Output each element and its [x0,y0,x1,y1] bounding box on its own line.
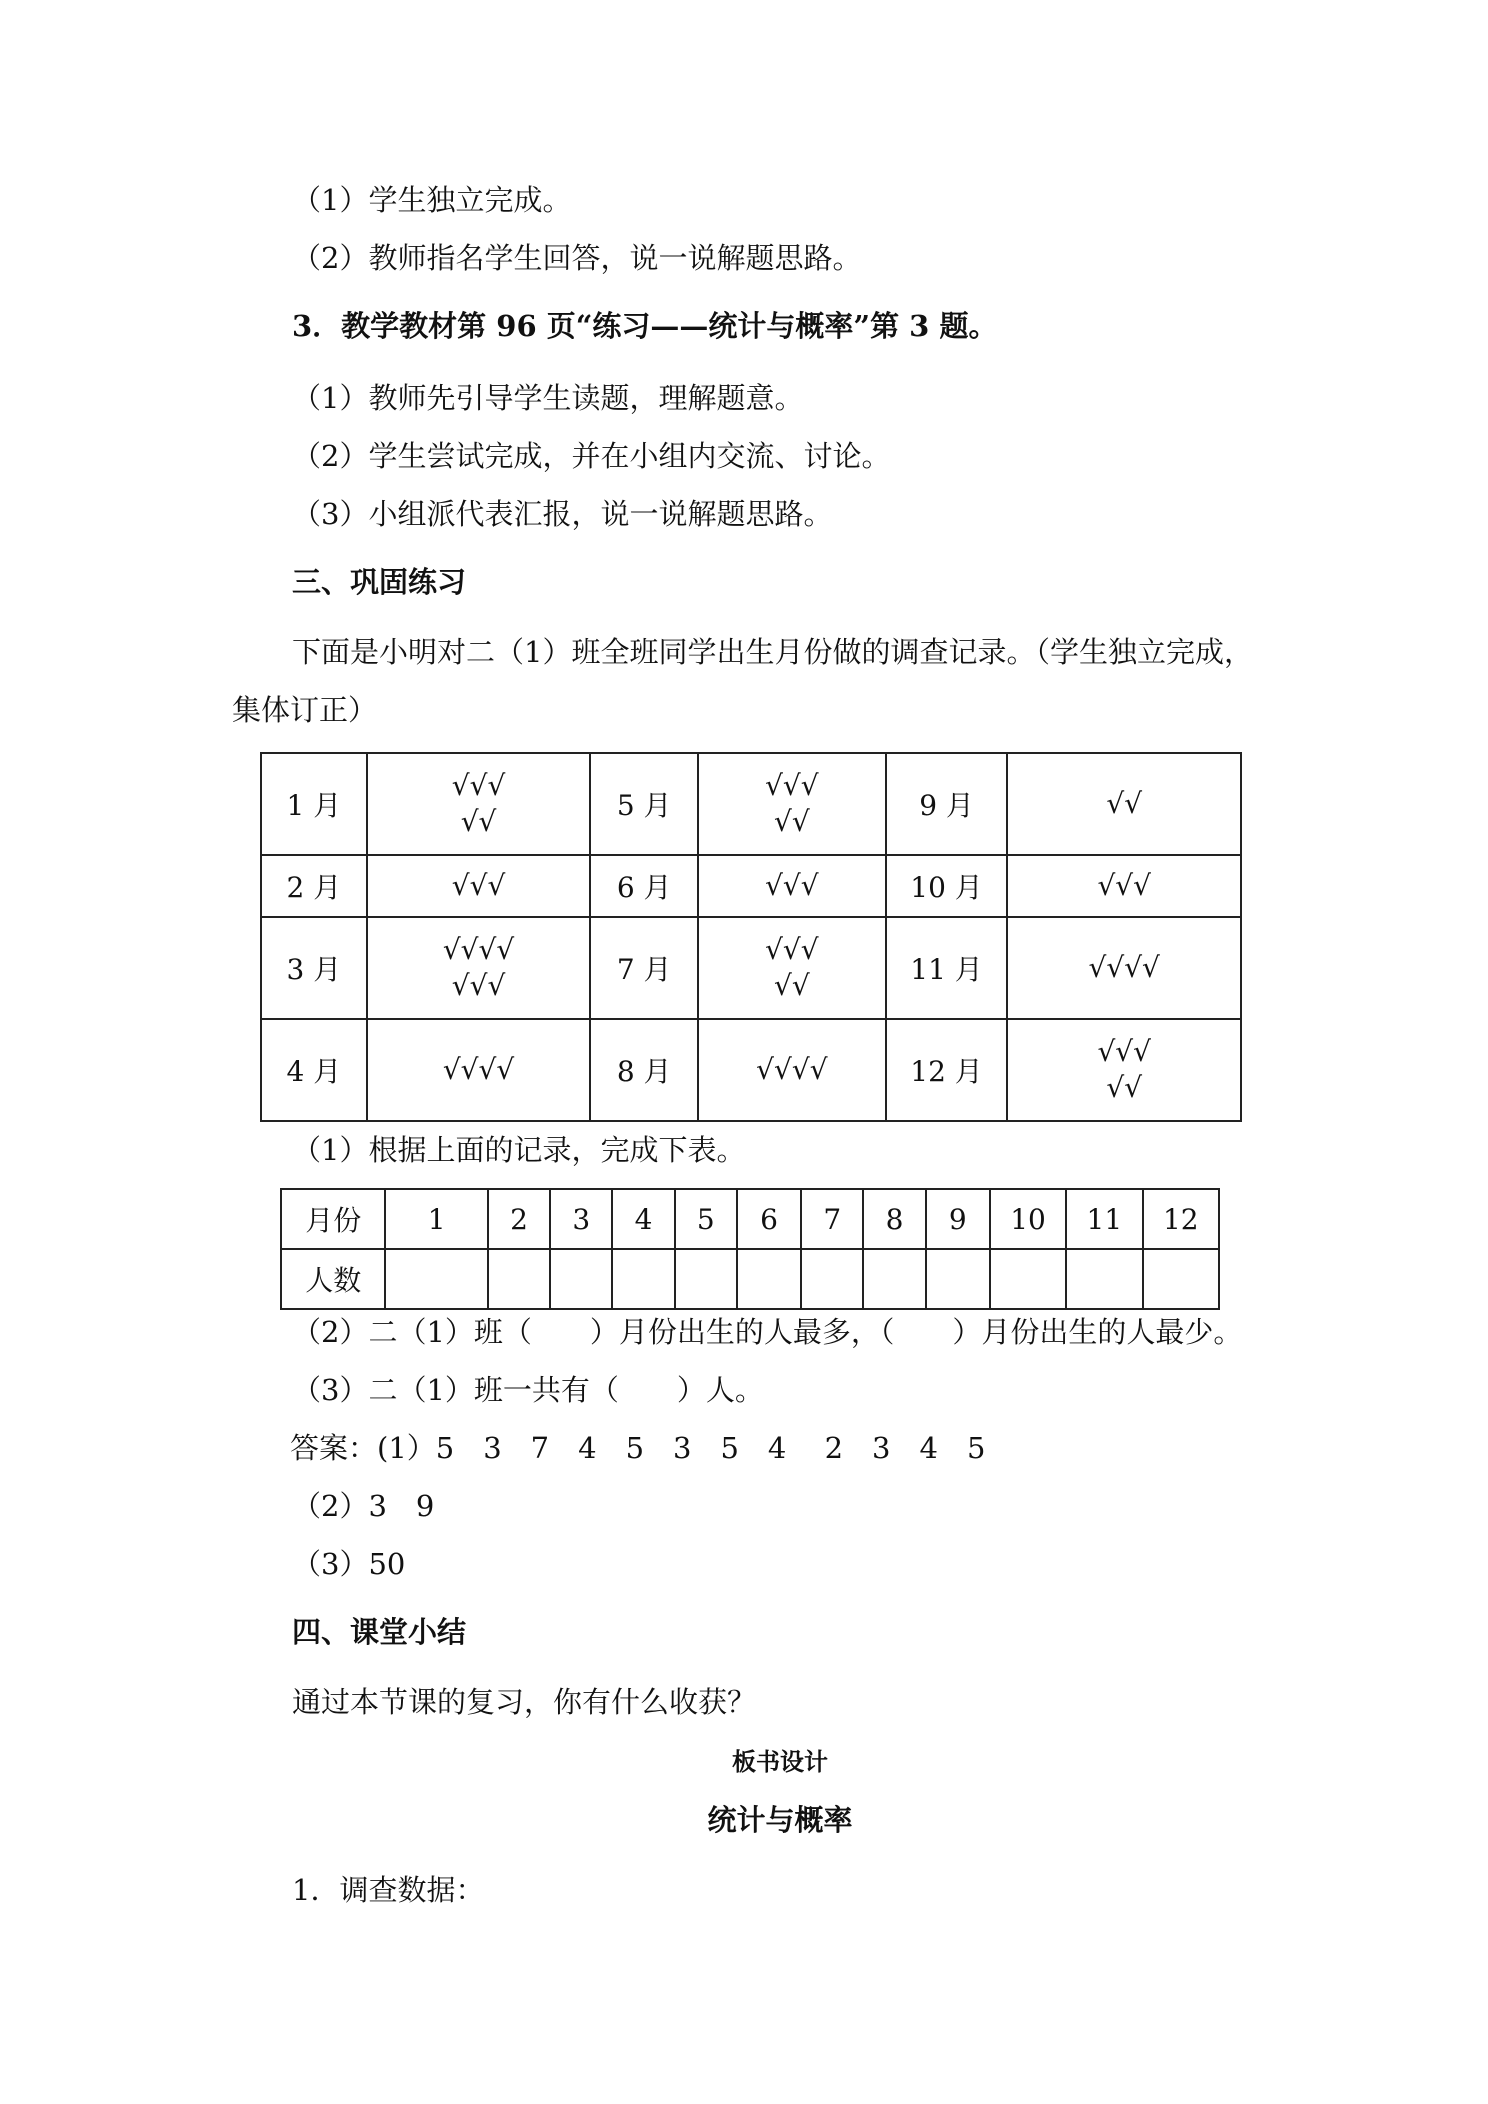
exercise-intro-line2: 集体订正） [232,693,378,727]
tick-marks-cell [367,917,591,1019]
tick-marks: √√√ [451,769,506,802]
tick-marks-cell [1007,753,1241,855]
tick-marks: √√√ [451,869,506,902]
people-count-blank[interactable] [612,1249,674,1309]
question-1-text: （1）根据上面的记录，完成下表。 [292,1133,746,1167]
month-number-cell: 2 [488,1189,550,1249]
people-count-blank[interactable] [675,1249,737,1309]
month-cell: 5 月 [590,753,698,855]
people-count-blank[interactable] [990,1249,1066,1309]
board-design-subtitle: 统计与概率 [707,1803,853,1837]
tick-marks: √√√√ [442,1053,515,1086]
month-cell: 6 月 [590,855,698,917]
board-item-1: 1．调查数据： [292,1873,485,1907]
tick-marks-cell [1007,855,1241,917]
tick-marks-cell [367,855,591,917]
answer-2-text: （2）3 9 [292,1489,435,1523]
month-cell: 2 月 [261,855,367,917]
record-row [261,855,1241,917]
people-count-blank[interactable] [863,1249,925,1309]
tick-marks: √√√ [765,933,819,966]
month-cell: 4 月 [261,1019,367,1121]
answer-1-text: 答案：(1）5 3 7 4 5 3 5 4 2 3 4 5 [290,1431,986,1465]
tick-marks: √√√√ [442,933,515,966]
tick-marks: √√ [1106,1071,1143,1104]
month-number-cell: 4 [612,1189,674,1249]
birth-month-record-table [260,752,1242,1122]
month-number-cell: 1 [385,1189,487,1249]
month-cell: 10 月 [886,855,1008,917]
tick-marks: √√√ [1097,1035,1151,1068]
people-count-blank[interactable] [488,1249,550,1309]
month-number-cell: 7 [801,1189,863,1249]
month-header-label: 月份 [281,1189,385,1249]
tick-marks: √√√ [765,769,819,802]
month-number-cell: 11 [1066,1189,1142,1249]
tick-marks: √√√ [451,969,506,1002]
tick-marks-cell [698,917,886,1019]
exercise-intro-line1: 下面是小明对二（1）班全班同学出生月份做的调查记录。（学生独立完成， [292,635,1253,669]
month-number-cell: 3 [550,1189,612,1249]
section-4-heading: 四、课堂小结 [292,1615,467,1649]
month-cell: 8 月 [590,1019,698,1121]
month-cell: 11 月 [886,917,1008,1019]
question-2-text: （2）二（1）班（ ）月份出生的人最多，（ ）月份出生的人最少。 [292,1315,1243,1349]
tick-marks: √√ [774,969,810,1002]
step-2-text: （2）教师指名学生回答，说一说解题思路。 [292,241,862,275]
month-cell: 9 月 [886,753,1008,855]
summary-question: 通过本节课的复习，你有什么收获？ [292,1685,757,1719]
month-number-cell: 10 [990,1189,1066,1249]
month-number-cell: 12 [1143,1189,1219,1249]
people-count-label: 人数 [281,1249,385,1309]
month-number-cell: 6 [737,1189,801,1249]
tick-marks: √√ [1106,787,1143,820]
step-1-text: （1）学生独立完成。 [292,183,572,217]
task3-step-3: （3）小组派代表汇报，说一说解题思路。 [292,497,833,531]
month-number-cell: 9 [926,1189,990,1249]
board-design-title: 板书设计 [732,1747,828,1776]
tick-marks-cell [367,753,591,855]
people-count-blank[interactable] [737,1249,801,1309]
question-3-text: （3）二（1）班一共有（ ）人。 [292,1373,764,1407]
people-count-blank[interactable] [1143,1249,1219,1309]
tick-marks-cell [698,855,886,917]
tick-marks-cell [367,1019,591,1121]
month-cell: 3 月 [261,917,367,1019]
tick-marks: √√√ [765,869,819,902]
people-count-blank[interactable] [926,1249,990,1309]
month-cell: 7 月 [590,917,698,1019]
month-count-table [280,1188,1220,1310]
tick-marks: √√√√ [756,1053,828,1086]
tick-marks-cell [1007,1019,1241,1121]
record-row [261,753,1241,855]
people-count-blank[interactable] [550,1249,612,1309]
tick-marks-cell [698,753,886,855]
month-number-cell: 5 [675,1189,737,1249]
month-cell: 1 月 [261,753,367,855]
month-cell: 12 月 [886,1019,1008,1121]
people-count-blank[interactable] [801,1249,863,1309]
people-count-blank[interactable] [385,1249,487,1309]
record-row [261,1019,1241,1121]
section-3-heading: 三、巩固练习 [292,565,467,599]
tick-marks-cell [698,1019,886,1121]
tick-marks: √√ [774,805,810,838]
tick-marks: √√√√ [1088,951,1160,984]
record-row [261,917,1241,1019]
tick-marks: √√ [460,805,497,838]
people-count-blank[interactable] [1066,1249,1142,1309]
task3-step-2: （2）学生尝试完成，并在小组内交流、讨论。 [292,439,891,473]
answer-3-text: （3）50 [292,1547,406,1581]
task-3-heading: 3．教学教材第 96 页“练习——统计与概率”第 3 题。 [292,309,998,343]
tick-marks-cell [1007,917,1241,1019]
tick-marks: √√√ [1097,869,1151,902]
month-number-cell: 8 [863,1189,925,1249]
task3-step-1: （1）教师先引导学生读题，理解题意。 [292,381,804,415]
